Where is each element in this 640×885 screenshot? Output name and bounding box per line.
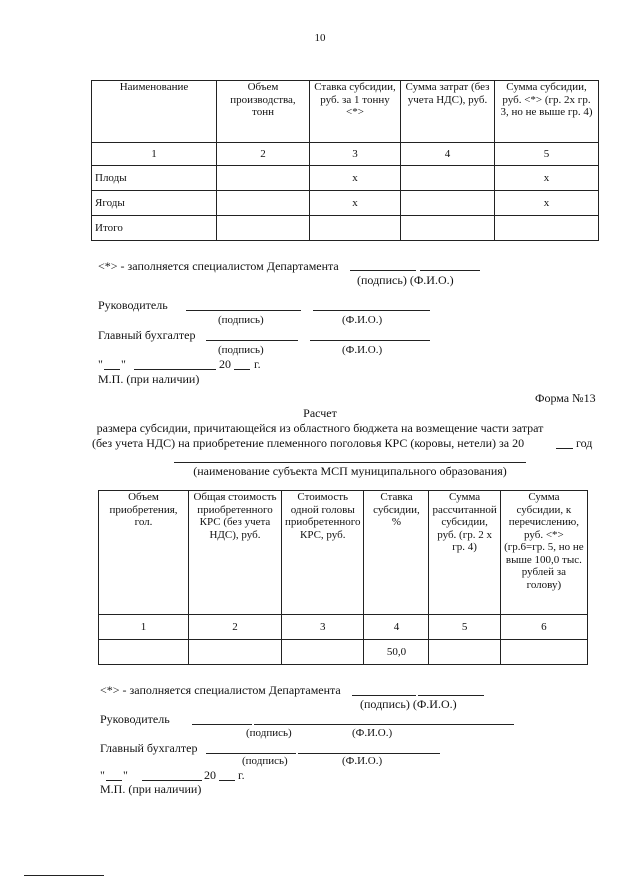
footnote: <*> - заполняется специалистом Департамента — [98, 259, 339, 273]
name-line — [313, 310, 430, 311]
year-line — [219, 780, 235, 781]
signature-line — [206, 340, 298, 341]
col-number: 1 — [99, 615, 189, 640]
col-number: 5 — [495, 143, 599, 166]
name-caption: (Ф.И.О.) — [342, 755, 383, 767]
form-label: Форма №13 — [535, 391, 596, 405]
table-cell — [99, 640, 189, 665]
form-subtitle-end: год — [576, 436, 593, 450]
header-cell: Ставка субсидии, % — [364, 491, 429, 615]
footnote-separator — [24, 875, 104, 876]
head-label: Руководитель — [98, 298, 168, 312]
head-label: Руководитель — [100, 712, 170, 726]
header-cell: Наименование — [92, 81, 217, 143]
col-number: 5 — [429, 615, 500, 640]
signature-line — [352, 695, 416, 696]
stamp-note: М.П. (при наличии) — [100, 782, 202, 796]
table-row — [92, 216, 599, 241]
date-year: 20 — [204, 768, 216, 782]
table-row — [99, 640, 588, 665]
date-quote-open: " — [98, 357, 103, 371]
table-cell — [429, 640, 500, 665]
name-caption: (Ф.И.О.) — [342, 344, 383, 356]
month-line — [134, 369, 216, 370]
col-number: 6 — [500, 615, 587, 640]
col-number: 4 — [401, 143, 495, 166]
header-cell: Общая стоимость приобретенного КРС (без учета НДС), руб. — [189, 491, 282, 615]
col-number: 2 — [217, 143, 310, 166]
sign-caption: (подпись) — [218, 344, 264, 356]
table-cell — [217, 216, 310, 241]
table-cell — [500, 640, 587, 665]
day-line — [104, 369, 120, 370]
table-cell — [401, 216, 495, 241]
rate-cell: 50,0 — [364, 640, 429, 665]
table-cell — [310, 216, 401, 241]
row-label: Ягоды — [92, 191, 217, 216]
year-line — [556, 448, 573, 449]
header-cell: Объем приобретения, гол. — [99, 491, 189, 615]
table-row — [92, 191, 599, 216]
name-caption: (Ф.И.О.) — [352, 727, 393, 739]
month-line — [142, 780, 202, 781]
sign-caption: (подпись) — [246, 727, 292, 739]
name-line — [254, 724, 514, 725]
signature-line — [350, 270, 416, 271]
table-cell — [189, 640, 282, 665]
row-label: Плоды — [92, 166, 217, 191]
sign-caption: (подпись) — [242, 755, 288, 767]
table-cell: х — [310, 191, 401, 216]
name-line — [310, 340, 430, 341]
table-cell — [282, 640, 364, 665]
col-number: 3 — [282, 615, 364, 640]
form-subtitle: размера субсидии, причитающейся из областного бюджета на возмещение части затрат — [96, 421, 544, 435]
footnote: <*> - заполняется специалистом Департамента — [100, 683, 341, 697]
header-cell: Сумма субсидии, к перечислению, руб. <*> (гр.6=гр. 5, но не выше 100,0 тыс. рублей за голову) — [500, 491, 587, 615]
day-line — [106, 780, 122, 781]
date-quote-close: " — [123, 768, 128, 782]
signature-line — [186, 310, 301, 311]
entity-line — [174, 462, 526, 463]
form-title: Расчет — [303, 406, 337, 420]
name-caption: (Ф.И.О.) — [342, 314, 383, 326]
name-line — [420, 270, 480, 271]
col-number: 1 — [92, 143, 217, 166]
signature-caption: (подпись) (Ф.И.О.) — [360, 697, 457, 711]
date-quote-open: " — [100, 768, 105, 782]
sign-caption: (подпись) — [218, 314, 264, 326]
table-cell: х — [310, 166, 401, 191]
form-subtitle: (без учета НДС) на приобретение племенного поголовья КРС (коровы, нетели) за 20 — [92, 436, 525, 450]
table-cell — [217, 166, 310, 191]
col-number: 4 — [364, 615, 429, 640]
subsidy-table-fruits — [91, 80, 599, 241]
signature-caption: (подпись) (Ф.И.О.) — [357, 273, 454, 287]
header-cell: Стоимость одной головы приобретенного КРС, руб. — [282, 491, 364, 615]
col-number: 2 — [189, 615, 282, 640]
table-cell — [401, 166, 495, 191]
page-number: 10 — [314, 32, 326, 44]
year-line — [234, 369, 250, 370]
table-cell — [217, 191, 310, 216]
name-line — [298, 753, 440, 754]
name-line — [418, 695, 484, 696]
header-cell: Сумма субсидии, руб. <*> (гр. 2х гр. 3, но не выше гр. 4) — [495, 81, 599, 143]
stamp-note: М.П. (при наличии) — [98, 372, 200, 386]
table-cell: х — [495, 191, 599, 216]
accountant-label: Главный бухгалтер — [98, 328, 196, 342]
header-cell: Сумма рассчитанной субсидии, руб. (гр. 2 х гр. 4) — [429, 491, 500, 615]
date-quote-close: " — [121, 357, 126, 371]
accountant-label: Главный бухгалтер — [100, 741, 198, 755]
col-number: 3 — [310, 143, 401, 166]
signature-line — [206, 753, 296, 754]
signature-line — [192, 724, 252, 725]
date-year: 20 — [219, 357, 231, 371]
table-cell — [401, 191, 495, 216]
table-row — [92, 166, 599, 191]
subsidy-table-cattle — [98, 490, 588, 665]
header-cell: Сумма затрат (без учета НДС), руб. — [401, 81, 495, 143]
header-cell: Ставка субсидии, руб. за 1 тонну <*> — [310, 81, 401, 143]
date-suffix: г. — [238, 768, 245, 782]
row-label: Итого — [92, 216, 217, 241]
header-cell: Объем производства, тонн — [217, 81, 310, 143]
entity-caption: (наименование субъекта МСП муниципального образования) — [193, 464, 507, 478]
date-suffix: г. — [254, 357, 261, 371]
table-cell — [495, 216, 599, 241]
table-cell: х — [495, 166, 599, 191]
